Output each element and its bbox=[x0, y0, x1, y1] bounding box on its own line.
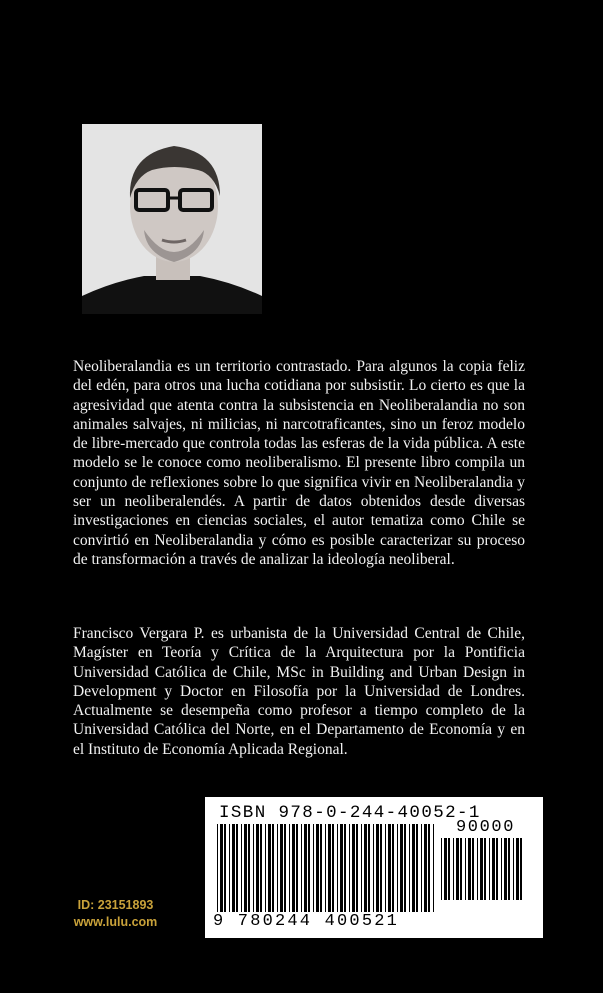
barcode-bar bbox=[289, 824, 290, 912]
barcode-bar bbox=[304, 824, 307, 912]
barcode-bar bbox=[248, 824, 250, 912]
barcode-bar bbox=[337, 824, 338, 912]
barcode-bar bbox=[433, 824, 434, 912]
barcode-bar bbox=[313, 824, 314, 912]
barcode-bar bbox=[504, 838, 507, 900]
barcode-bar bbox=[388, 824, 391, 912]
author-bio-paragraph: Francisco Vergara P. es urbanista de la Universidad Central de Chile, Magíster en Teoría y Crítica de la Arquitectura por la Pontificia Universidad Católica de Chile, MSc in Building and Urban Design in Development y Doctor en Filosofía por la Universidad de Londres. Actualmente se desempeña como profesor a tiempo completo de la Universidad Católica del Norte, en el Departamento de Economía y en el Instituto de Economía Aplicada Regional. bbox=[73, 625, 525, 758]
barcode-bar bbox=[397, 824, 398, 912]
barcode-bar bbox=[400, 824, 403, 912]
barcode-bar bbox=[272, 824, 274, 912]
barcode-bar bbox=[492, 838, 495, 900]
barcode-bar bbox=[296, 824, 298, 912]
lulu-url-watermark: www.lulu.com bbox=[73, 915, 158, 929]
barcode-bar bbox=[520, 838, 522, 900]
addon-barcode-bars bbox=[441, 838, 527, 928]
barcode-bar bbox=[361, 824, 362, 912]
isbn-barcode bbox=[205, 797, 543, 938]
barcode-bar bbox=[368, 824, 370, 912]
barcode-bar bbox=[328, 824, 331, 912]
barcode-bar bbox=[253, 824, 254, 912]
barcode-bar bbox=[472, 838, 474, 900]
barcode-bar bbox=[501, 838, 502, 900]
barcode-bar bbox=[456, 838, 459, 900]
barcode-bar bbox=[513, 838, 514, 900]
barcode-bar bbox=[424, 824, 427, 912]
barcode-bar bbox=[268, 824, 271, 912]
barcode-bar bbox=[453, 838, 454, 900]
barcode-bar bbox=[352, 824, 355, 912]
barcode-bar bbox=[421, 824, 422, 912]
barcode-bar bbox=[241, 824, 242, 912]
barcode-bar bbox=[460, 838, 462, 900]
barcode-bar bbox=[320, 824, 322, 912]
barcode-bar bbox=[364, 824, 367, 912]
barcode-bar bbox=[244, 824, 247, 912]
barcode-bar bbox=[508, 838, 510, 900]
barcode-bar bbox=[376, 824, 379, 912]
barcode-bar bbox=[316, 824, 319, 912]
barcode-bar bbox=[229, 824, 230, 912]
barcode-bar bbox=[441, 838, 442, 900]
barcode-bar bbox=[468, 838, 471, 900]
barcode-bar bbox=[301, 824, 302, 912]
barcode-bar bbox=[428, 824, 430, 912]
barcode-bar bbox=[220, 824, 223, 912]
barcode-bar bbox=[392, 824, 394, 912]
barcode-bar bbox=[265, 824, 266, 912]
barcode-bar bbox=[448, 838, 450, 900]
barcode-bar bbox=[412, 824, 415, 912]
barcode-bar bbox=[416, 824, 418, 912]
barcode-bar bbox=[236, 824, 238, 912]
barcode-digits: 9 780244 400521 bbox=[213, 912, 400, 931]
barcode-bar bbox=[325, 824, 326, 912]
barcode-bar bbox=[489, 838, 490, 900]
barcode-bar bbox=[356, 824, 358, 912]
barcode-bar bbox=[349, 824, 350, 912]
barcode-bar bbox=[516, 838, 519, 900]
barcode-bar bbox=[385, 824, 386, 912]
barcode-bar bbox=[477, 838, 478, 900]
barcode-bar bbox=[409, 824, 410, 912]
barcode-bar bbox=[484, 838, 486, 900]
barcode-bar bbox=[480, 838, 483, 900]
author-photo bbox=[82, 124, 262, 314]
barcode-bar bbox=[217, 824, 218, 912]
barcode-bar bbox=[224, 824, 226, 912]
synopsis-paragraph: Neoliberalandia es un territorio contrastado. Para algunos la copia feliz del edén, para otros una lucha cotidiana por subsistir. Lo cierto es que la agresividad que atenta contra la subsistencia en Neoliberalandia no son animales salvajes, ni milicias, ni narcotraficantes, sino un feroz modelo de libre-mercado que controla todas las esferas de la vida pública. A este modelo se le conoce como neoliberalismo. El presente libro compila un conjunto de reflexiones sobre lo que significa vivir en Neoliberalandia y ser un neoliberalendés. A partir de datos obtenidos desde diversas investigaciones en ciencias sociales, el autor tematiza como Chile se convirtió en Neoliberalandia y cómo es posible caracterizar su proceso de transformación a través de analizar la ideología neoliberal. bbox=[73, 358, 525, 568]
barcode-bar bbox=[380, 824, 382, 912]
isbn-label: ISBN 978-0-244-40052-1 bbox=[219, 803, 481, 823]
barcode-bar bbox=[277, 824, 278, 912]
lulu-id-watermark: ID: 23151893 bbox=[77, 898, 154, 912]
barcode-bar bbox=[292, 824, 295, 912]
barcode-bar bbox=[256, 824, 259, 912]
barcode-bar bbox=[308, 824, 310, 912]
barcode-bar bbox=[496, 838, 498, 900]
ean-barcode-bars bbox=[217, 824, 437, 916]
price-code-label: 90000 bbox=[456, 818, 516, 837]
barcode-bar bbox=[260, 824, 262, 912]
barcode-bar bbox=[284, 824, 286, 912]
author-portrait-image bbox=[82, 124, 262, 314]
barcode-bar bbox=[404, 824, 406, 912]
barcode-bar bbox=[344, 824, 346, 912]
barcode-bar bbox=[444, 838, 447, 900]
barcode-bar bbox=[280, 824, 283, 912]
barcode-bar bbox=[465, 838, 466, 900]
barcode-bar bbox=[332, 824, 334, 912]
barcode-bar bbox=[340, 824, 343, 912]
barcode-bar bbox=[232, 824, 235, 912]
barcode-bar bbox=[373, 824, 374, 912]
